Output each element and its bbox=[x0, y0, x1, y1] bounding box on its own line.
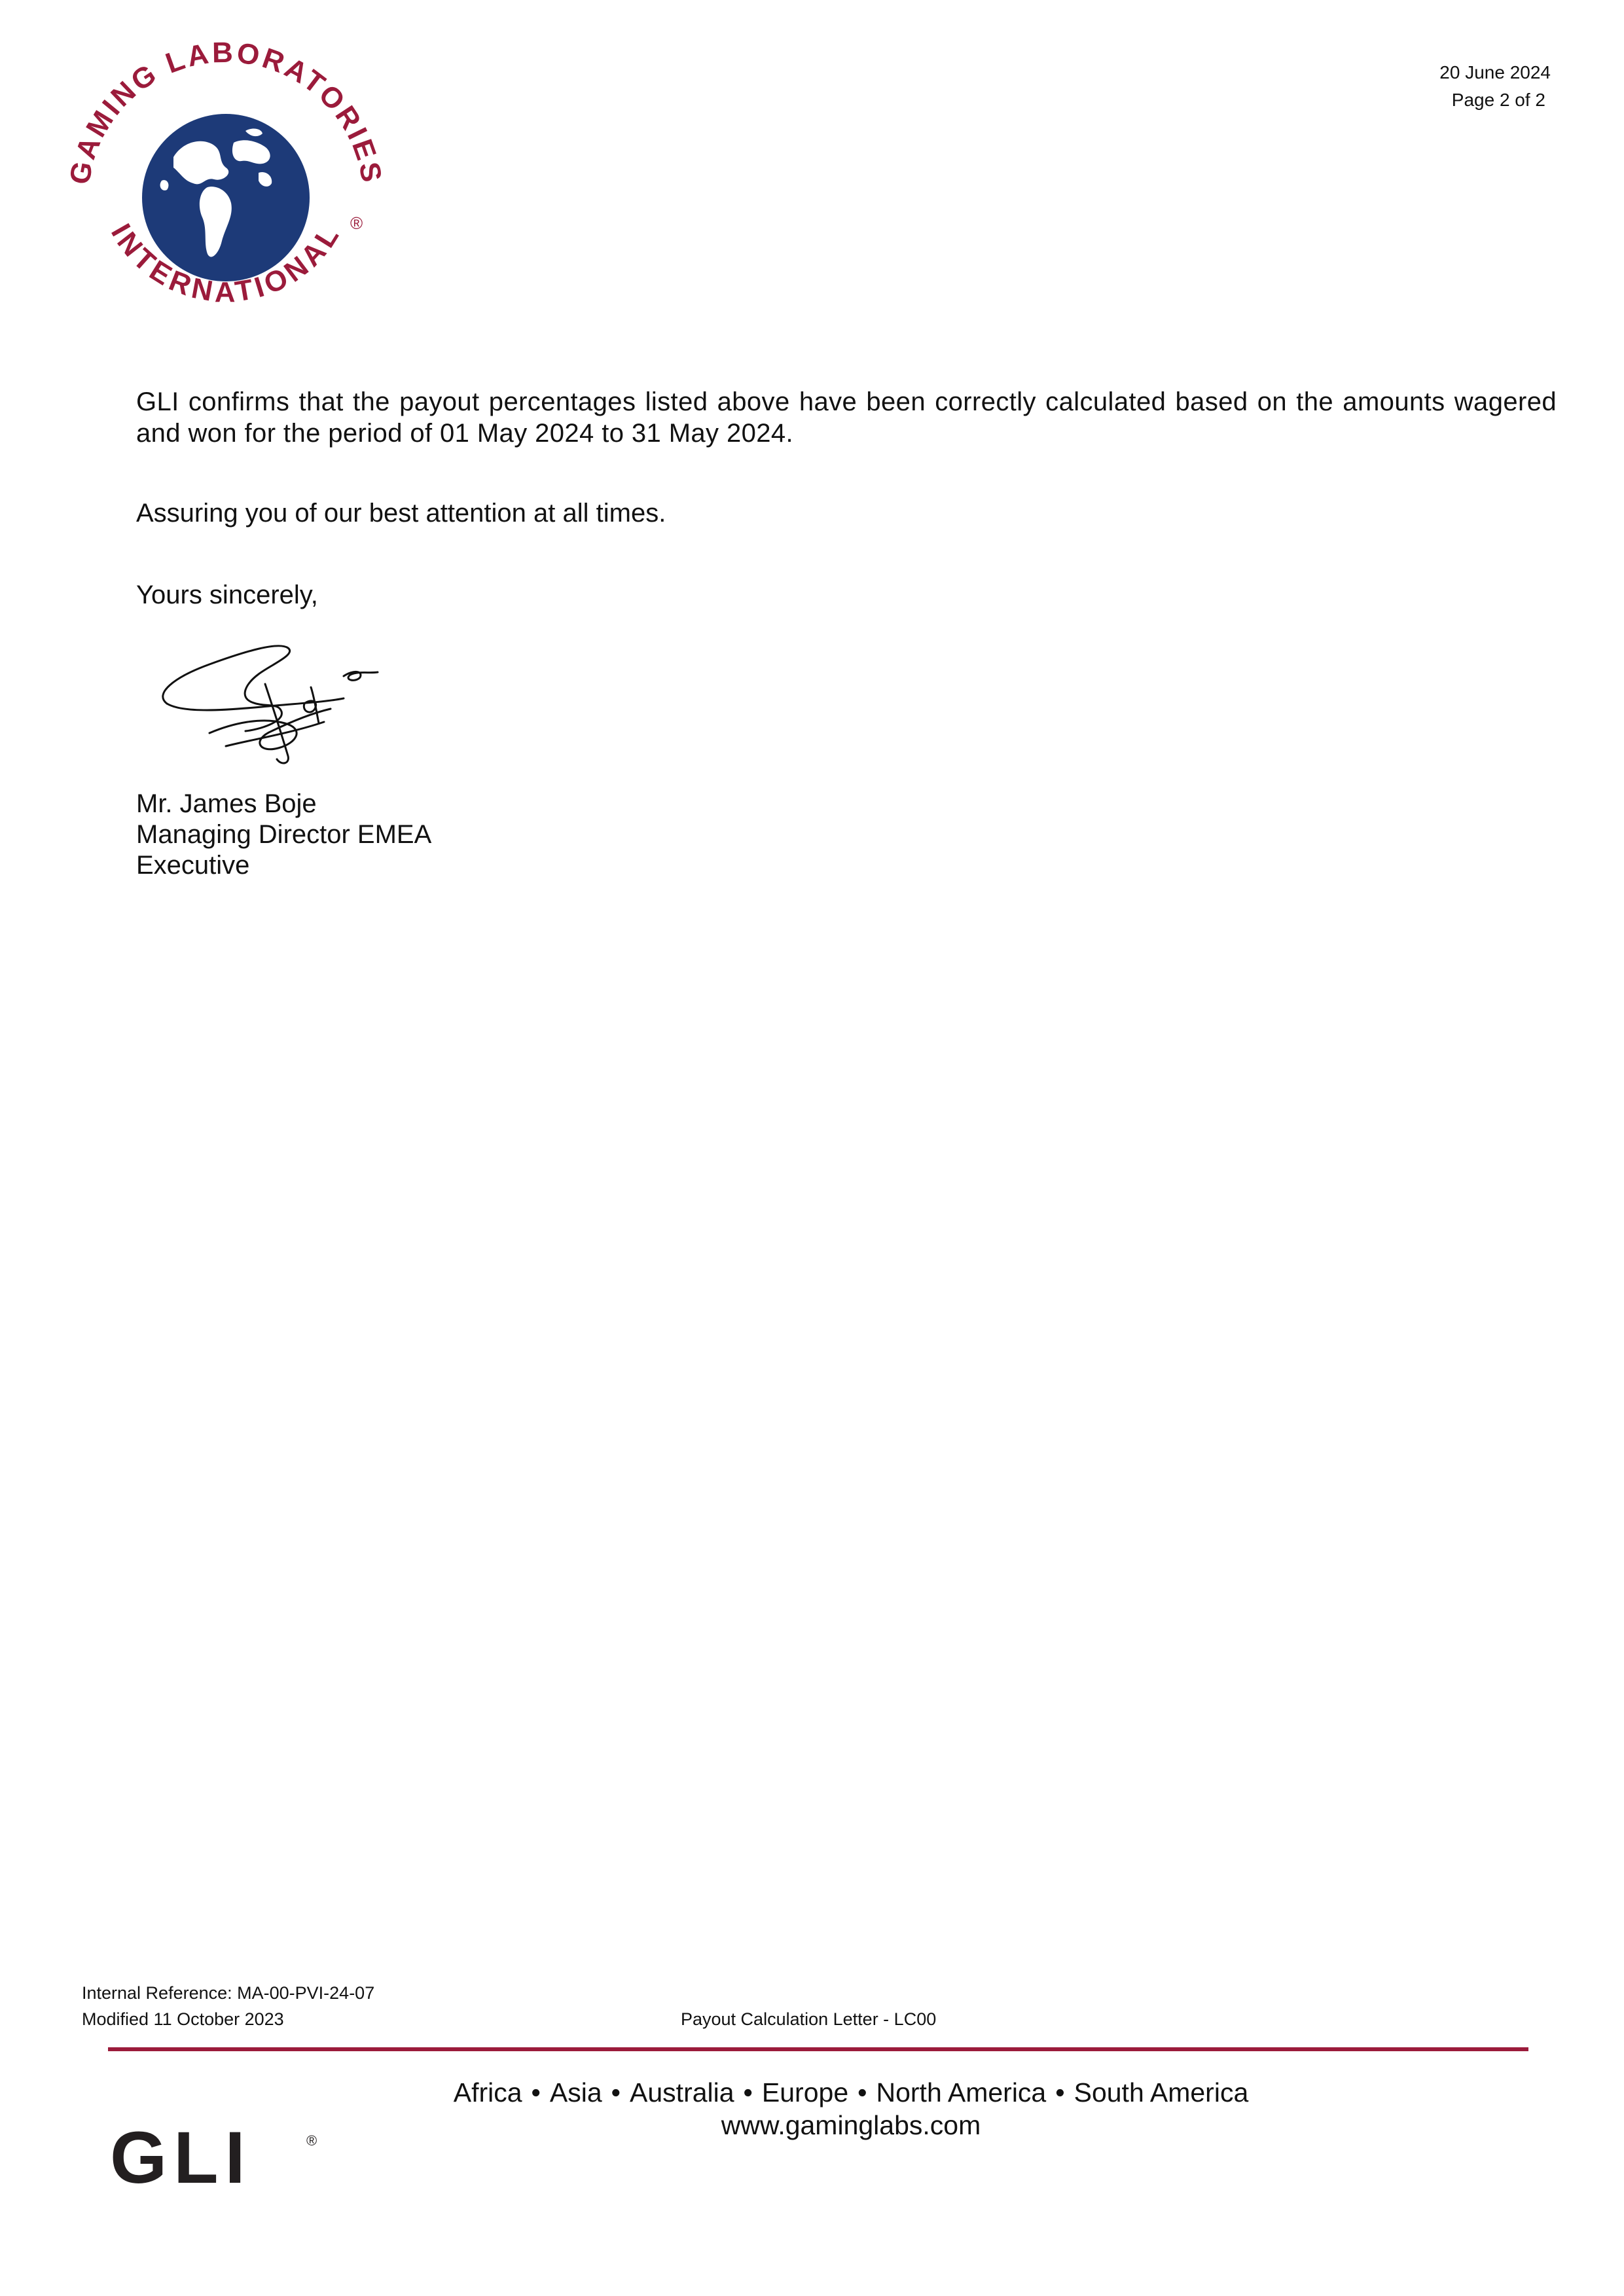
gli-logo-text: GLI bbox=[110, 2121, 252, 2193]
signatory-title: Managing Director EMEA bbox=[136, 820, 432, 849]
letter-header-meta bbox=[1439, 59, 1551, 114]
registered-mark: ® bbox=[350, 213, 363, 233]
bullet-separator: • bbox=[743, 2077, 753, 2108]
signatory-role: Executive bbox=[136, 851, 250, 880]
seal-text-bottom: INTERNATIONAL bbox=[104, 217, 348, 308]
footer-reference bbox=[82, 1980, 374, 2032]
region-asia: Asia bbox=[549, 2077, 602, 2108]
region-africa: Africa bbox=[453, 2077, 522, 2108]
signatory-block bbox=[136, 789, 431, 881]
website-link[interactable]: www.gaminglabs.com bbox=[721, 2110, 981, 2140]
region-australia: Australia bbox=[630, 2077, 734, 2108]
assurance-paragraph: Assuring you of our best attention at all times. bbox=[136, 499, 666, 528]
bullet-separator: • bbox=[857, 2077, 867, 2108]
regions-list bbox=[380, 2076, 1322, 2109]
region-europe: Europe bbox=[761, 2077, 849, 2108]
region-south-america: South America bbox=[1074, 2077, 1249, 2108]
confirmation-paragraph: GLI confirms that the payout percentages listed above have been correctly calculated based on the amounts wagered and won for the period of 01 May 2024 to 31 May 2024. bbox=[136, 387, 1557, 448]
region-north-america: North America bbox=[876, 2077, 1047, 2108]
document-name: Payout Calculation Letter - LC00 bbox=[681, 2009, 937, 2029]
internal-reference: Internal Reference: MA-00-PVI-24-07 bbox=[82, 1983, 375, 2003]
gli-footer-logo bbox=[110, 2121, 326, 2193]
gli-registered-mark: ® bbox=[306, 2132, 317, 2149]
modified-date: Modified 11 October 2023 bbox=[82, 2009, 284, 2029]
bullet-separator: • bbox=[611, 2077, 621, 2108]
page-number: Page 2 of 2 bbox=[1451, 90, 1545, 110]
bullet-separator: • bbox=[531, 2077, 541, 2108]
seal-text-top: GAMING LABORATORIES bbox=[63, 36, 388, 187]
handwritten-signature bbox=[147, 625, 383, 772]
bullet-separator: • bbox=[1055, 2077, 1065, 2108]
signatory-name: Mr. James Boje bbox=[136, 789, 317, 818]
closing-salutation: Yours sincerely, bbox=[136, 581, 318, 609]
letter-date: 20 June 2024 bbox=[1439, 62, 1551, 82]
footer-divider bbox=[108, 2047, 1528, 2051]
gli-seal-logo bbox=[62, 33, 389, 347]
